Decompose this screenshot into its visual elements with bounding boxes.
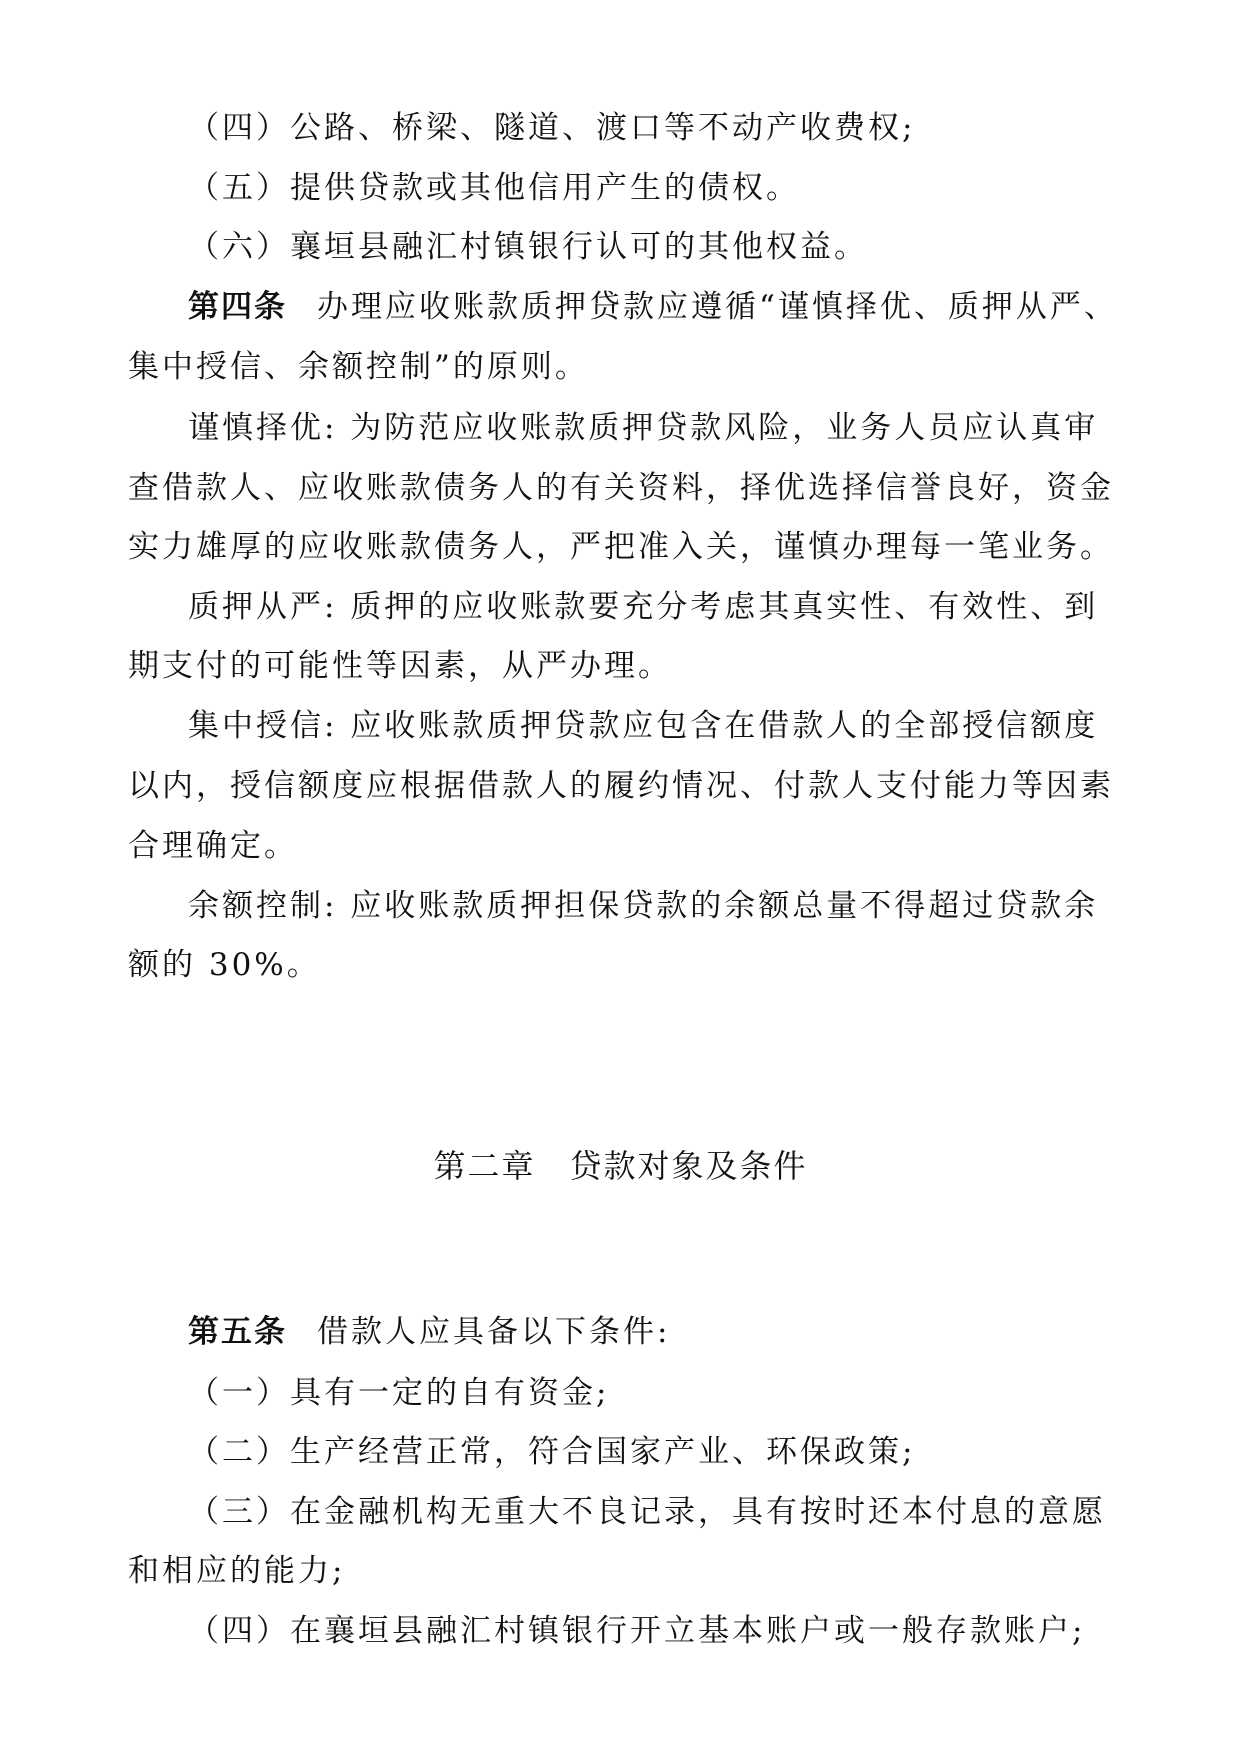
paragraph-line: 合理确定。 — [128, 828, 298, 864]
paragraph-line: 实力雄厚的应收账款债务人，严把准入关，谨慎办理每一笔业务。 — [128, 529, 1114, 565]
list-item-4b: （四）在襄垣县融汇村镇银行开立基本账户或一般存款账户; — [188, 1613, 1086, 1649]
article-5-first-line — [188, 1312, 670, 1352]
list-item-3: （三）在金融机构无重大不良记录，具有按时还本付息的意愿 — [188, 1494, 1106, 1530]
article-4-text: 办理应收账款质押贷款应遵循“谨慎择优、质押从严、 — [317, 289, 1118, 325]
paragraph-line: 余额控制: 应收账款质押担保贷款的余额总量不得超过贷款余 — [188, 888, 1099, 924]
paragraph-line: 质押从严: 质押的应收账款要充分考虑其真实性、有效性、到 — [188, 589, 1099, 625]
chapter-title: 贷款对象及条件 — [569, 1147, 808, 1185]
list-item-6: （六）襄垣县融汇村镇银行认可的其他权益。 — [188, 229, 868, 265]
article-4-label: 第四条 — [188, 289, 287, 325]
chapter-number: 第二章 — [433, 1147, 536, 1185]
paragraph-line: 额的 30%。 — [128, 947, 321, 983]
paragraph-line: 查借款人、应收账款债务人的有关资料，择优选择信誉良好，资金 — [128, 470, 1114, 506]
article-4-first-line — [188, 287, 1118, 327]
paragraph-line: 期支付的可能性等因素，从严办理。 — [128, 648, 672, 684]
paragraph-line: 以内，授信额度应根据借款人的履约情况、付款人支付能力等因素 — [128, 768, 1114, 804]
paragraph-line: 集中授信、余额控制”的原则。 — [128, 349, 589, 385]
list-item-1: （一）具有一定的自有资金; — [188, 1375, 610, 1411]
article-5-text: 借款人应具备以下条件: — [317, 1314, 671, 1350]
chapter-heading — [0, 1146, 1241, 1186]
paragraph-line: 和相应的能力; — [128, 1553, 346, 1589]
article-5-label: 第五条 — [188, 1314, 287, 1350]
paragraph-line: 集中授信: 应收账款质押贷款应包含在借款人的全部授信额度 — [188, 708, 1099, 744]
paragraph-line: 谨慎择优: 为防范应收账款质押贷款风险，业务人员应认真审 — [188, 410, 1099, 446]
list-item-2: （二）生产经营正常，符合国家产业、环保政策; — [188, 1434, 916, 1470]
list-item-4: （四）公路、桥梁、隧道、渡口等不动产收费权; — [188, 110, 916, 146]
list-item-5: （五）提供贷款或其他信用产生的债权。 — [188, 170, 800, 206]
